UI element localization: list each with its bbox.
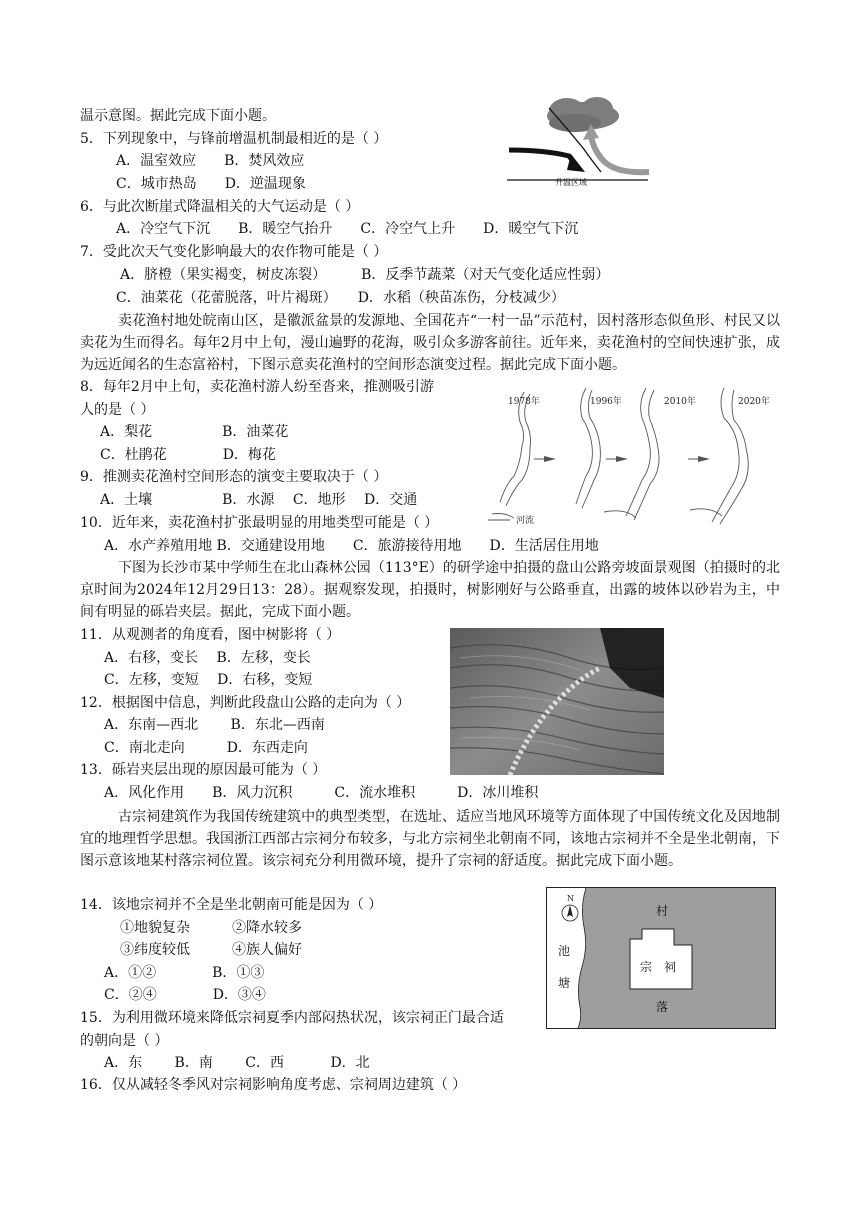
village-label-bottom: 落 (656, 1000, 669, 1014)
year-label-1978: 1978年 (508, 397, 540, 407)
q7-stem: 7．受此次天气变化影响最大的农作物可能是（ ） (80, 244, 388, 260)
hall-label-left: 宗 (640, 960, 653, 974)
q13-options: A．风化作用 B．风力沉积 C．流水堆积 D．冰川堆积 (104, 785, 539, 801)
ancestral-hall-map (546, 887, 776, 1029)
year-label-1996: 1996年 (590, 397, 622, 407)
q13-stem: 13．砾岩夹层出现的原因最可能为（ ） (80, 762, 327, 778)
passage-flower-village: 卖花渔村地处皖南山区，是徽派盆景的发源地、全国花卉“一村一品”示范村，因村落形态似鱼形、村民又以卖花为生而得名。每年2月中上旬，漫山遍野的花海，吸引众多游客前往。近年来，卖花渔村的空间快速扩张，成为远近闻名的生态富裕村，下图示意卖花渔村的空间形态演变过程。据此完成下面小题。 (80, 313, 780, 373)
cloud-icon (547, 97, 619, 132)
q12-options-row2: C．南北走向 D．东西走向 (104, 740, 308, 756)
pond-label-top: 池 (558, 944, 571, 958)
q7-options-row1: A．脐橙（果实褐变，树皮冻裂） B．反季节蔬菜（对天气变化适应性弱） (120, 267, 610, 283)
q14-options-row1: A．①② B．①③ (104, 965, 265, 981)
q14-statements-row1: ①地貌复杂 ②降水较多 (120, 920, 302, 936)
hall-label-right: 祠 (664, 960, 677, 974)
q5-stem: 5．下列现象中，与锋前增温机制最相近的是（ ） (80, 131, 388, 147)
q15-options: A．东 B．南 C．西 D．北 (104, 1055, 370, 1071)
q15-stem-line1: 15．为利用微环境来降低宗祠夏季内部闷热状况，该宗祠正门最合适 (80, 1010, 504, 1026)
q12-options-row1: A．东南—西北 B．东北—西南 (104, 717, 325, 733)
warming-zone-label: 升温区域 (555, 178, 587, 187)
slope-photo (450, 628, 664, 775)
q14-stem: 14．该地宗祠并不全是坐北朝南可能是因为（ ） (80, 897, 383, 913)
q10-options: A．水产养殖用地 B．交通建设用地 C．旅游接待用地 D．生活居住用地 (104, 538, 599, 554)
passage-ancestral-hall: 古宗祠建筑作为我国传统建筑中的典型类型，在选址、适应当地风环境等方面体现了中国传统文化及因地制宜的地理哲学思想。我国浙江西部古宗祠分布较多，与北方宗祠坐北朝南不同，该地古宗祠并不全是坐北朝南，下图示意该地某村落宗祠位置。该宗祠充分利用微环境，提升了宗祠的舒适度。据此完成下面小题。 (80, 809, 780, 869)
q9-stem: 9．推测卖花渔村空间形态的演变主要取决于（ ） (80, 469, 388, 485)
q9-options: A．土壤 B．水源 C．地形 D．交通 (100, 492, 418, 508)
q6-options: A．冷空气下沉 B．暖空气抬升 C．冷空气上升 D．暖空气下沉 (116, 221, 579, 237)
q11-options-row2: C．左移，变短 D．右移，变短 (104, 672, 313, 688)
q8-stem-line1: 8．每年2月中上旬，卖花渔村游人纷至沓来，推测吸引游 (80, 379, 434, 395)
year-label-2010: 2010年 (664, 397, 696, 407)
q12-stem: 12．根据图中信息，判断此段盘山公路的走向为（ ） (80, 695, 411, 711)
q14-options-row2: C．②④ D．③④ (104, 987, 266, 1003)
year-label-2020: 2020年 (738, 397, 770, 407)
q7-options-row2: C．油菜花（花蕾脱落，叶片褐斑） D．水稻（秧苗冻伤，分枝减少） (116, 290, 565, 306)
pond-label-bottom: 塘 (558, 976, 571, 990)
q11-stem: 11．从观测者的角度看，图中树影将（ ） (80, 627, 341, 643)
q16-stem: 16．仅从减轻冬季风对宗祠影响角度考虑、宗祠周边建筑（ ） (80, 1077, 467, 1093)
q8-options-row1: A．梨花 B．油菜花 (100, 424, 289, 440)
passage-mountain-road: 下图为长沙市某中学师生在北山森林公园（113°E）的研学途中拍摄的盘山公路旁坡面景观图（拍摄时的北京时间为2024年12月29日13：28）。据观察发现，拍摄时，树影刚好与公路垂直，出露的坡体以砂岩为主，中间有明显的砾岩夹层。据此，完成下面小题。 (80, 560, 780, 620)
intro-tail: 温示意图。据此完成下面小题。 (80, 108, 276, 124)
q10-stem: 10．近年来，卖花渔村扩张最明显的用地类型可能是（ ） (80, 515, 439, 531)
q8-stem-line2: 人的是（ ） (80, 402, 155, 418)
village-evolution-map (486, 384, 782, 529)
village-label-top: 村 (656, 904, 669, 918)
q14-statements-row2: ③纬度较低 ④族人偏好 (120, 942, 302, 958)
q8-options-row2: C．杜鹃花 D．梅花 (100, 447, 276, 463)
q11-options-row1: A．右移，变长 B．左移，变长 (104, 650, 311, 666)
q5-options-row1: A．温室效应 B．焚风效应 (116, 153, 305, 169)
q6-stem: 6．与此次断崖式降温相关的大气运动是（ ） (80, 199, 360, 215)
q15-stem-line2: 的朝向是（ ） (80, 1033, 169, 1049)
river-legend-label: 河流 (516, 516, 535, 526)
front-warming-diagram (505, 92, 650, 188)
q5-options-row2: C．城市热岛 D．逆温现象 (116, 176, 306, 192)
north-label: N (567, 894, 574, 903)
